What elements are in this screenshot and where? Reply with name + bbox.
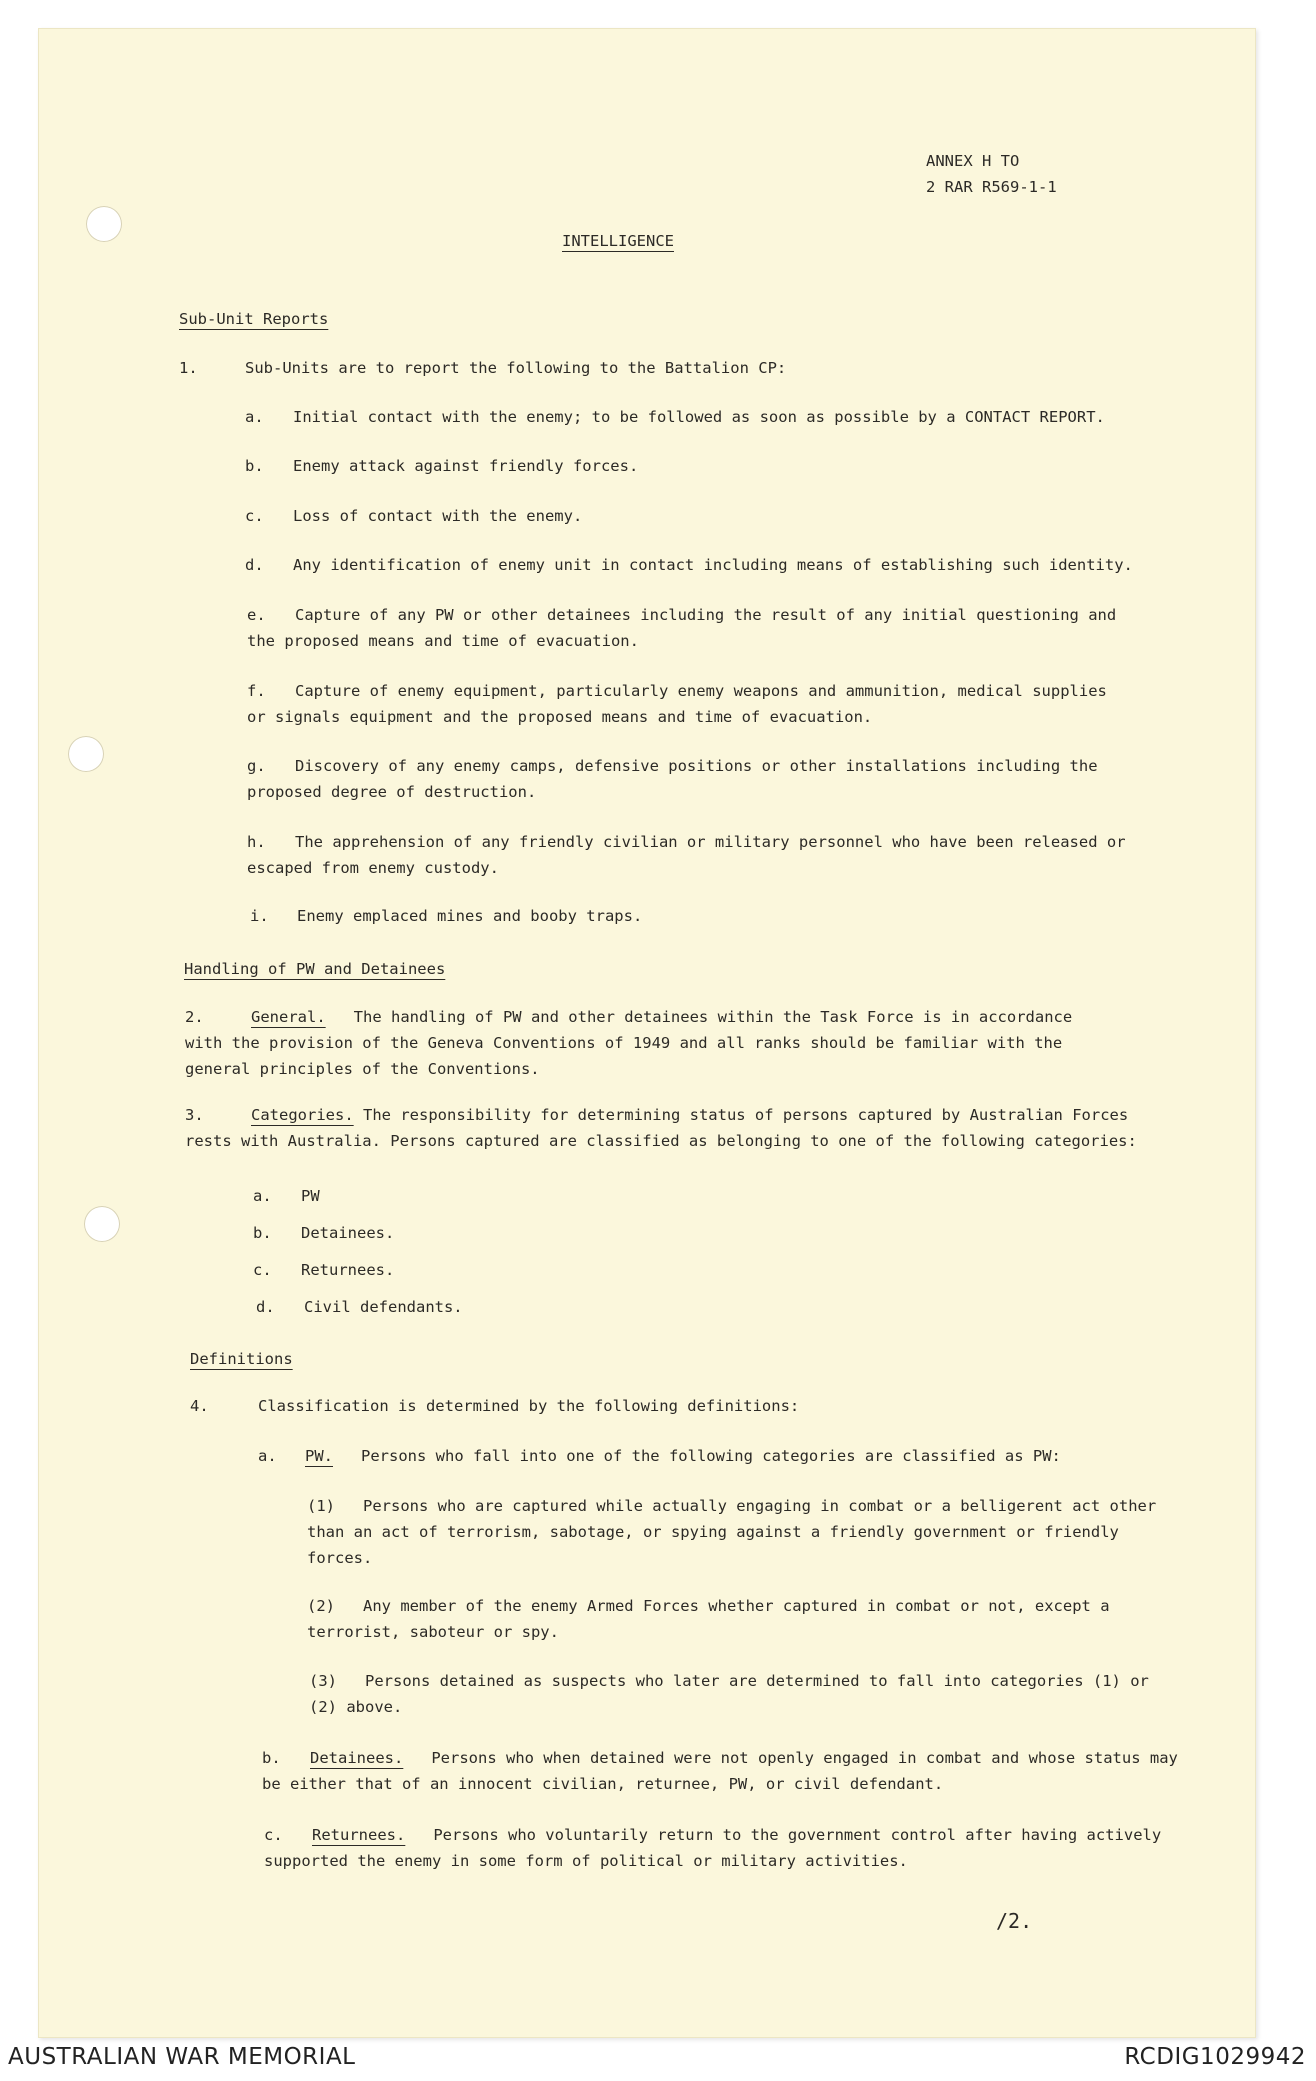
list-item-text: Loss of contact with the enemy.	[293, 507, 583, 525]
category-letter: d.	[256, 1298, 275, 1316]
punch-hole	[84, 1206, 120, 1242]
category-letter: c.	[253, 1261, 272, 1279]
list-item-text: e. Capture of any PW or other detainees including the result of any initial questioning and the proposed means and time of evacuation.	[247, 602, 1127, 654]
sub-definition: (2) Any member of the enemy Armed Forces whether captured in combat or not, except a terrorist, saboteur or spy.	[307, 1593, 1167, 1645]
definition-letter: c.	[264, 1826, 283, 1844]
paragraph-text: Sub-Units are to report the following to the Battalion CP:	[245, 359, 787, 377]
list-item-letter: b.	[245, 457, 264, 475]
definition-returnees: c. Returnees. Persons who voluntarily return to the government control after having actively supported the enemy in some form of political or military activities.	[264, 1822, 1184, 1874]
category-letter: b.	[253, 1224, 272, 1242]
list-item-text: Enemy emplaced mines and booby traps.	[297, 907, 643, 925]
definition-label: Detainees.	[310, 1749, 404, 1767]
list-item-letter: h.	[247, 833, 266, 851]
category-letter: a.	[253, 1187, 272, 1205]
paragraph-categories: 3. Categories. The responsibility for determining status of persons captured by Australian Forces rests with Australia. Persons captured are classified as belonging to one of the following categories:	[185, 1102, 1150, 1154]
list-item-text: Enemy attack against friendly forces.	[293, 457, 639, 475]
list-item-text: Any identification of enemy unit in contact including means of establishing such identity.	[293, 556, 1133, 574]
list-item-letter: g.	[247, 757, 266, 775]
definition-detainees: b. Detainees. Persons who when detained were not openly engaged in combat and whose status may be either that of an innocent civilian, returnee, PW, or civil defendant.	[262, 1745, 1182, 1797]
definition-label: Returnees.	[312, 1826, 406, 1844]
list-item-text: h. The apprehension of any friendly civilian or military personnel who have been released or escaped from enemy custody.	[247, 829, 1127, 881]
section-heading-handling: Handling of PW and Detainees	[184, 960, 446, 978]
page-continuation: /2.	[996, 1909, 1033, 1933]
list-item-text: f. Capture of enemy equipment, particularly enemy weapons and ammunition, medical supplies or signals equipment and the proposed means and time of evacuation.	[247, 678, 1127, 730]
definition-letter: a.	[258, 1447, 277, 1465]
annex-document-number: 2 RAR R569-1-1	[926, 178, 1057, 196]
sub-definition-number: (2)	[307, 1597, 335, 1615]
category-text: Detainees.	[301, 1224, 395, 1242]
punch-hole	[86, 206, 122, 242]
list-item-letter: c.	[245, 507, 264, 525]
list-item-letter: e.	[247, 606, 266, 624]
category-text: Civil defendants.	[304, 1298, 463, 1316]
definition-pw: PW. Persons who fall into one of the following categories are classified as PW:	[305, 1447, 1061, 1465]
paragraph-number: 4.	[190, 1397, 209, 1415]
list-item-text: g. Discovery of any enemy camps, defensive positions or other installations including the proposed degree of destruction.	[247, 753, 1127, 805]
sub-definition: (3) Persons detained as suspects who later are determined to fall into categories (1) or (2) above.	[309, 1668, 1169, 1720]
list-item-letter: d.	[245, 556, 264, 574]
list-item-letter: f.	[247, 682, 266, 700]
definition-label: PW.	[305, 1447, 333, 1465]
page-title: INTELLIGENCE	[562, 232, 674, 250]
paragraph-label: Categories.	[251, 1106, 354, 1124]
paragraph-number: 2.	[185, 1008, 204, 1026]
footer-image-id: RCDIG1029942	[1124, 2044, 1306, 2070]
list-item-text: Initial contact with the enemy; to be followed as soon as possible by a CONTACT REPORT.	[293, 408, 1105, 426]
list-item-letter: a.	[245, 408, 264, 426]
paragraph-label: General.	[251, 1008, 326, 1026]
punch-hole	[68, 736, 104, 772]
paragraph-number: 3.	[185, 1106, 204, 1124]
paragraph-number: 1.	[179, 359, 198, 377]
sub-definition-number: (3)	[309, 1672, 337, 1690]
paragraph-general: 2. General. The handling of PW and other detainees within the Task Force is in accordance with the provision of the Geneva Conventions of 1949 and all ranks should be familiar with the general principles of the Conventions.	[185, 1004, 1090, 1082]
list-item-letter: i.	[250, 907, 269, 925]
sub-definition-number: (1)	[307, 1497, 335, 1515]
section-heading-definitions: Definitions	[190, 1350, 293, 1368]
category-text: Returnees.	[301, 1261, 395, 1279]
section-heading-sub-unit-reports: Sub-Unit Reports	[179, 310, 329, 328]
annex-reference: ANNEX H TO	[926, 152, 1020, 170]
category-text: PW	[301, 1187, 320, 1205]
footer-institution: AUSTRALIAN WAR MEMORIAL	[8, 2044, 356, 2070]
definition-letter: b.	[262, 1749, 281, 1767]
paragraph-text: Classification is determined by the following definitions:	[258, 1397, 800, 1415]
sub-definition: (1) Persons who are captured while actually engaging in combat or a belligerent act other than an act of terrorism, sabotage, or spying against a friendly government or friendly forces.	[307, 1493, 1167, 1571]
